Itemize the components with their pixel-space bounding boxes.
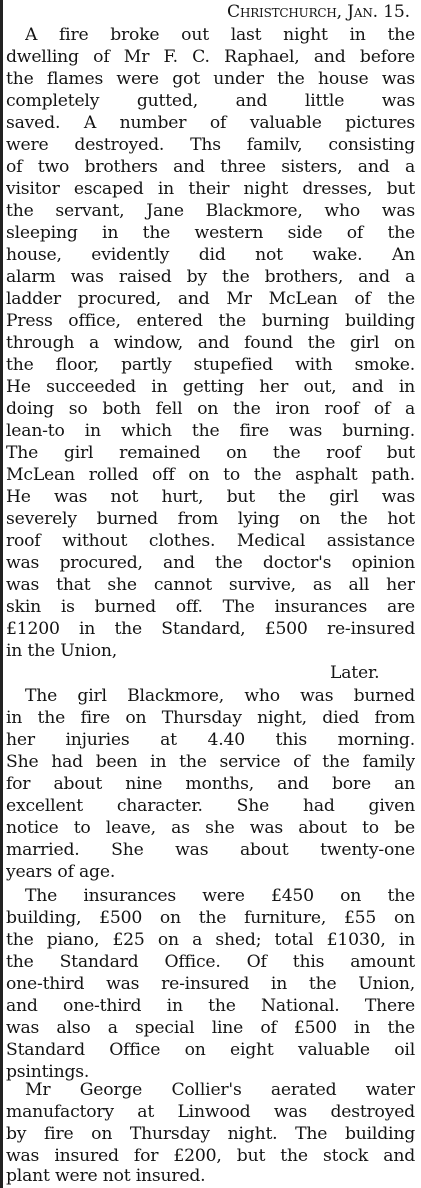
- article-line: and one-third in the National. There: [6, 996, 415, 1016]
- later-heading: Later.: [330, 663, 380, 683]
- article-line: was that she cannot survive, as all her: [6, 575, 415, 595]
- article-line: The girl Blackmore, who was burned: [25, 686, 415, 706]
- article-line: the floor, partly stupefied with smoke.: [6, 355, 415, 375]
- article-line: completely gutted, and little was: [6, 91, 415, 111]
- article-line: ladder procured, and Mr McLean of the: [6, 289, 415, 309]
- article-line: dwelling of Mr F. C. Raphael, and before: [6, 47, 415, 67]
- article-line: of two brothers and three sisters, and a: [6, 157, 415, 177]
- article-line: the servant, Jane Blackmore, who was: [6, 201, 415, 221]
- article-line: in the Union,: [6, 641, 117, 661]
- article-line: skin is burned off. The insurances are: [6, 597, 415, 617]
- article-line: sleeping in the western side of the: [6, 223, 415, 243]
- article-line: one-third was re-insured in the Union,: [6, 974, 415, 994]
- article-line: Press office, entered the burning building: [6, 311, 415, 331]
- article-line: Standard Office on eight valuable oil: [6, 1040, 415, 1060]
- article-line: manufactory at Linwood was destroyed: [6, 1102, 415, 1122]
- article-line: notice to leave, as she was about to be: [6, 818, 415, 838]
- article-line: visitor escaped in their night dresses, but: [6, 179, 415, 199]
- article-line: the flames were got under the house was: [6, 69, 415, 89]
- article-line: the Standard Office. Of this amount: [6, 952, 415, 972]
- article-line: The girl remained on the roof but: [6, 443, 415, 463]
- article-line: years of age.: [6, 862, 116, 882]
- article-line: was also a special line of £500 in the: [6, 1018, 415, 1038]
- article-line: psintings.: [6, 1062, 90, 1082]
- column-rule: [0, 0, 3, 1188]
- article-line: She had been in the service of the family: [6, 752, 415, 772]
- article-line: plant were not insured.: [6, 1166, 206, 1186]
- article-line: was procured, and the doctor's opinion: [6, 553, 415, 573]
- article-line: alarm was raised by the brothers, and a: [6, 267, 415, 287]
- article-line: were destroyed. Ths familv, consisting: [6, 135, 415, 155]
- article-line: saved. A number of valuable pictures: [6, 113, 415, 133]
- article-line: in the fire on Thursday night, died from: [6, 708, 415, 728]
- article-line: the piano, £25 on a shed; total £1030, in: [6, 930, 415, 950]
- article-line: was insured for £200, but the stock and: [6, 1146, 415, 1166]
- article-line: £1200 in the Standard, £500 re-insured: [6, 619, 415, 639]
- article-line: severely burned from lying on the hot: [6, 509, 415, 529]
- article-line: McLean rolled off on to the asphalt path.: [6, 465, 415, 485]
- article-line: Mr George Collier's aerated water: [25, 1080, 415, 1100]
- article-line: doing so both fell on the iron roof of a: [6, 399, 415, 419]
- article-line: He was not hurt, but the girl was: [6, 487, 415, 507]
- article-line: A fire broke out last night in the: [25, 25, 415, 45]
- article-line: through a window, and found the girl on: [6, 333, 415, 353]
- article-line: He succeeded in getting her out, and in: [6, 377, 415, 397]
- article-line: roof without clothes. Medical assistance: [6, 531, 415, 551]
- article-line: her injuries at 4.40 this morning.: [6, 730, 415, 750]
- article-line: lean-to in which the fire was burning.: [6, 421, 415, 441]
- article-line: by fire on Thursday night. The building: [6, 1124, 415, 1144]
- article-line: married. She was about twenty-one: [6, 840, 415, 860]
- article-line: house, evidently did not wake. An: [6, 245, 415, 265]
- article-line: building, £500 on the furniture, £55 on: [6, 908, 415, 928]
- dateline: Christchurch, Jan. 15.: [227, 2, 410, 22]
- article-line: for about nine months, and bore an: [6, 774, 415, 794]
- article-line: excellent character. She had given: [6, 796, 415, 816]
- article-line: The insurances were £450 on the: [25, 886, 415, 906]
